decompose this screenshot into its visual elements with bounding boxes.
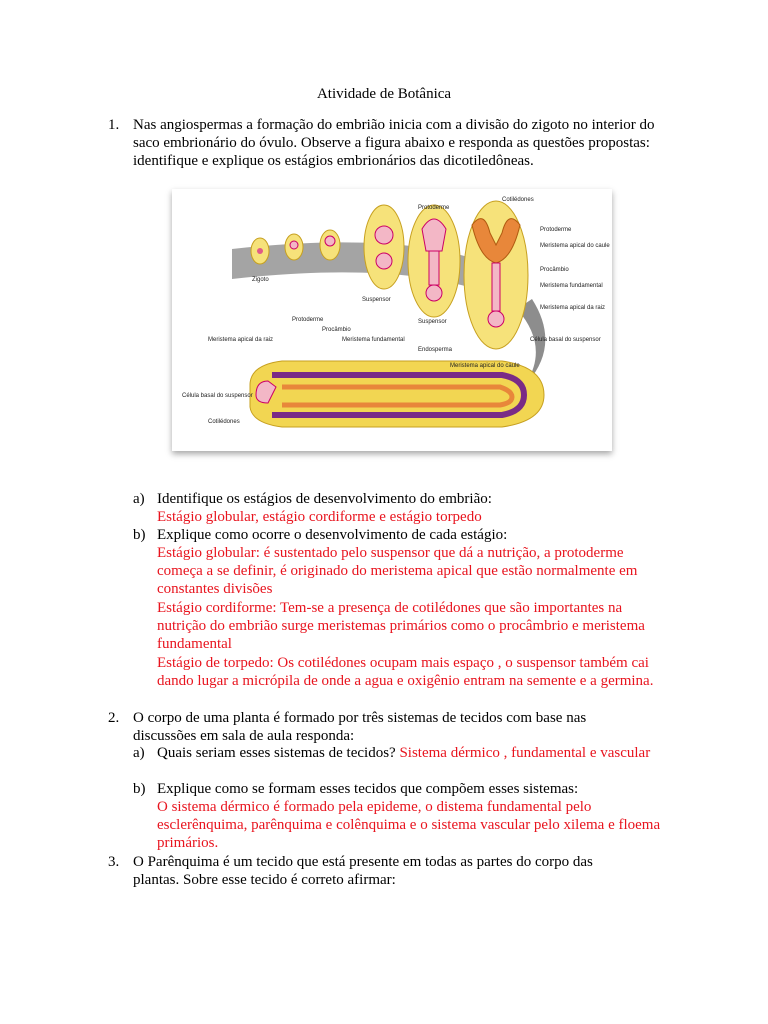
q2a-question: Quais seriam esses sistemas de tecidos? [157,745,396,761]
label-meristema-fund-1: Meristema fundamental [540,283,603,289]
label-meristema-fund-2: Meristema fundamental [342,337,405,343]
label-meristema-raiz-1: Meristema apical da raiz [540,305,606,311]
label-meristema-caule-2: Meristema apical do caule [450,363,520,369]
embryo-diagram [172,189,612,451]
label-suspensor-2: Suspensor [418,319,447,325]
q1a-question: Identifique os estágios de desenvolvimento do embrião: [157,491,492,507]
label-meristema-raiz-2: Meristema apical da raiz [208,337,274,343]
q1a-marker: a) [133,491,145,507]
q1-number: 1. [108,117,120,133]
q3-number: 3. [108,854,120,870]
label-meristema-caule: Meristema apical do caule [540,243,610,249]
label-celula-basal-2: Célula basal do suspensor [182,393,253,399]
q2-number: 2. [108,710,120,726]
q1b-question: Explique como ocorre o desenvolvimento de cada estágio: [157,527,508,543]
q1b-marker: b) [133,527,146,543]
label-zigoto: Zigoto [252,277,269,283]
q2b-marker: b) [133,781,146,797]
label-protoderme-1: Protoderme [418,205,450,211]
q1a-answer: Estágio globular, estágio cordiforme e estágio torpedo [157,509,482,525]
label-protoderme-2: Protoderme [540,227,572,233]
q2a-line [157,744,662,762]
q1b-answer-torpedo: Estágio de torpedo: Os cotilédones ocupam mais espaço , o suspensor também cai dando lugar a micrópila de onde a agua e oxigênio entram na semente e a germina. [157,655,654,689]
q2a-answer: Sistema dérmico , fundamental e vascular [399,745,651,761]
q2b-question: Explique como se formam esses tecidos que compõem esses sistemas: [157,781,579,797]
document-title: Atividade de Botânica [316,86,452,102]
label-endosperma: Endosperma [418,347,453,353]
label-procambio-1: Procâmbio [540,267,569,273]
q2b-answer: O sistema dérmico é formado pela epideme, o distema fundamental pelo esclerênquima, parênquima e colênquima e o sistema vascular pelo xilema e floema primários. [157,799,661,851]
q2a-marker: a) [133,745,145,761]
q1b-answer-globular: Estágio globular: é sustentado pelo suspensor que dá a nutrição, a protoderme começa a se definir, é originado do meristema apical que estão normalmente em constantes divisões [157,545,638,597]
q2-text: O corpo de uma planta é formado por três sistemas de tecidos com base nas discussões em sala de aula responda: [133,710,587,744]
label-procambio-2: Procâmbio [322,327,351,333]
q1b-answer-cordiforme: Estágio cordiforme: Tem-se a presença de cotilédones que são importantes na nutrição do embrião surge meristemas primários como o procâmbrio e meristema fundamental [157,600,645,652]
embryo-figure [172,189,612,451]
q1-text: Nas angiospermas a formação do embrião inicia com a divisão do zigoto no interior do saco embrionário do óvulo. Observe a figura abaixo e responda as questões propostas: identifique e explique os estágios embrionários das dicotiledôneas. [133,117,655,169]
q3-text: O Parênquima é um tecido que está presente em todas as partes do corpo das plantas. Sobre esse tecido é correto afirmar: [133,854,593,888]
label-suspensor-1: Suspensor [362,297,391,303]
label-cotiledones-2: Cotilédones [208,419,240,425]
label-protoderme-3: Protoderme [292,317,324,323]
label-cotiledones-1: Cotilédones [502,197,534,203]
label-celula-basal-1: Célula basal do suspensor [530,337,601,343]
